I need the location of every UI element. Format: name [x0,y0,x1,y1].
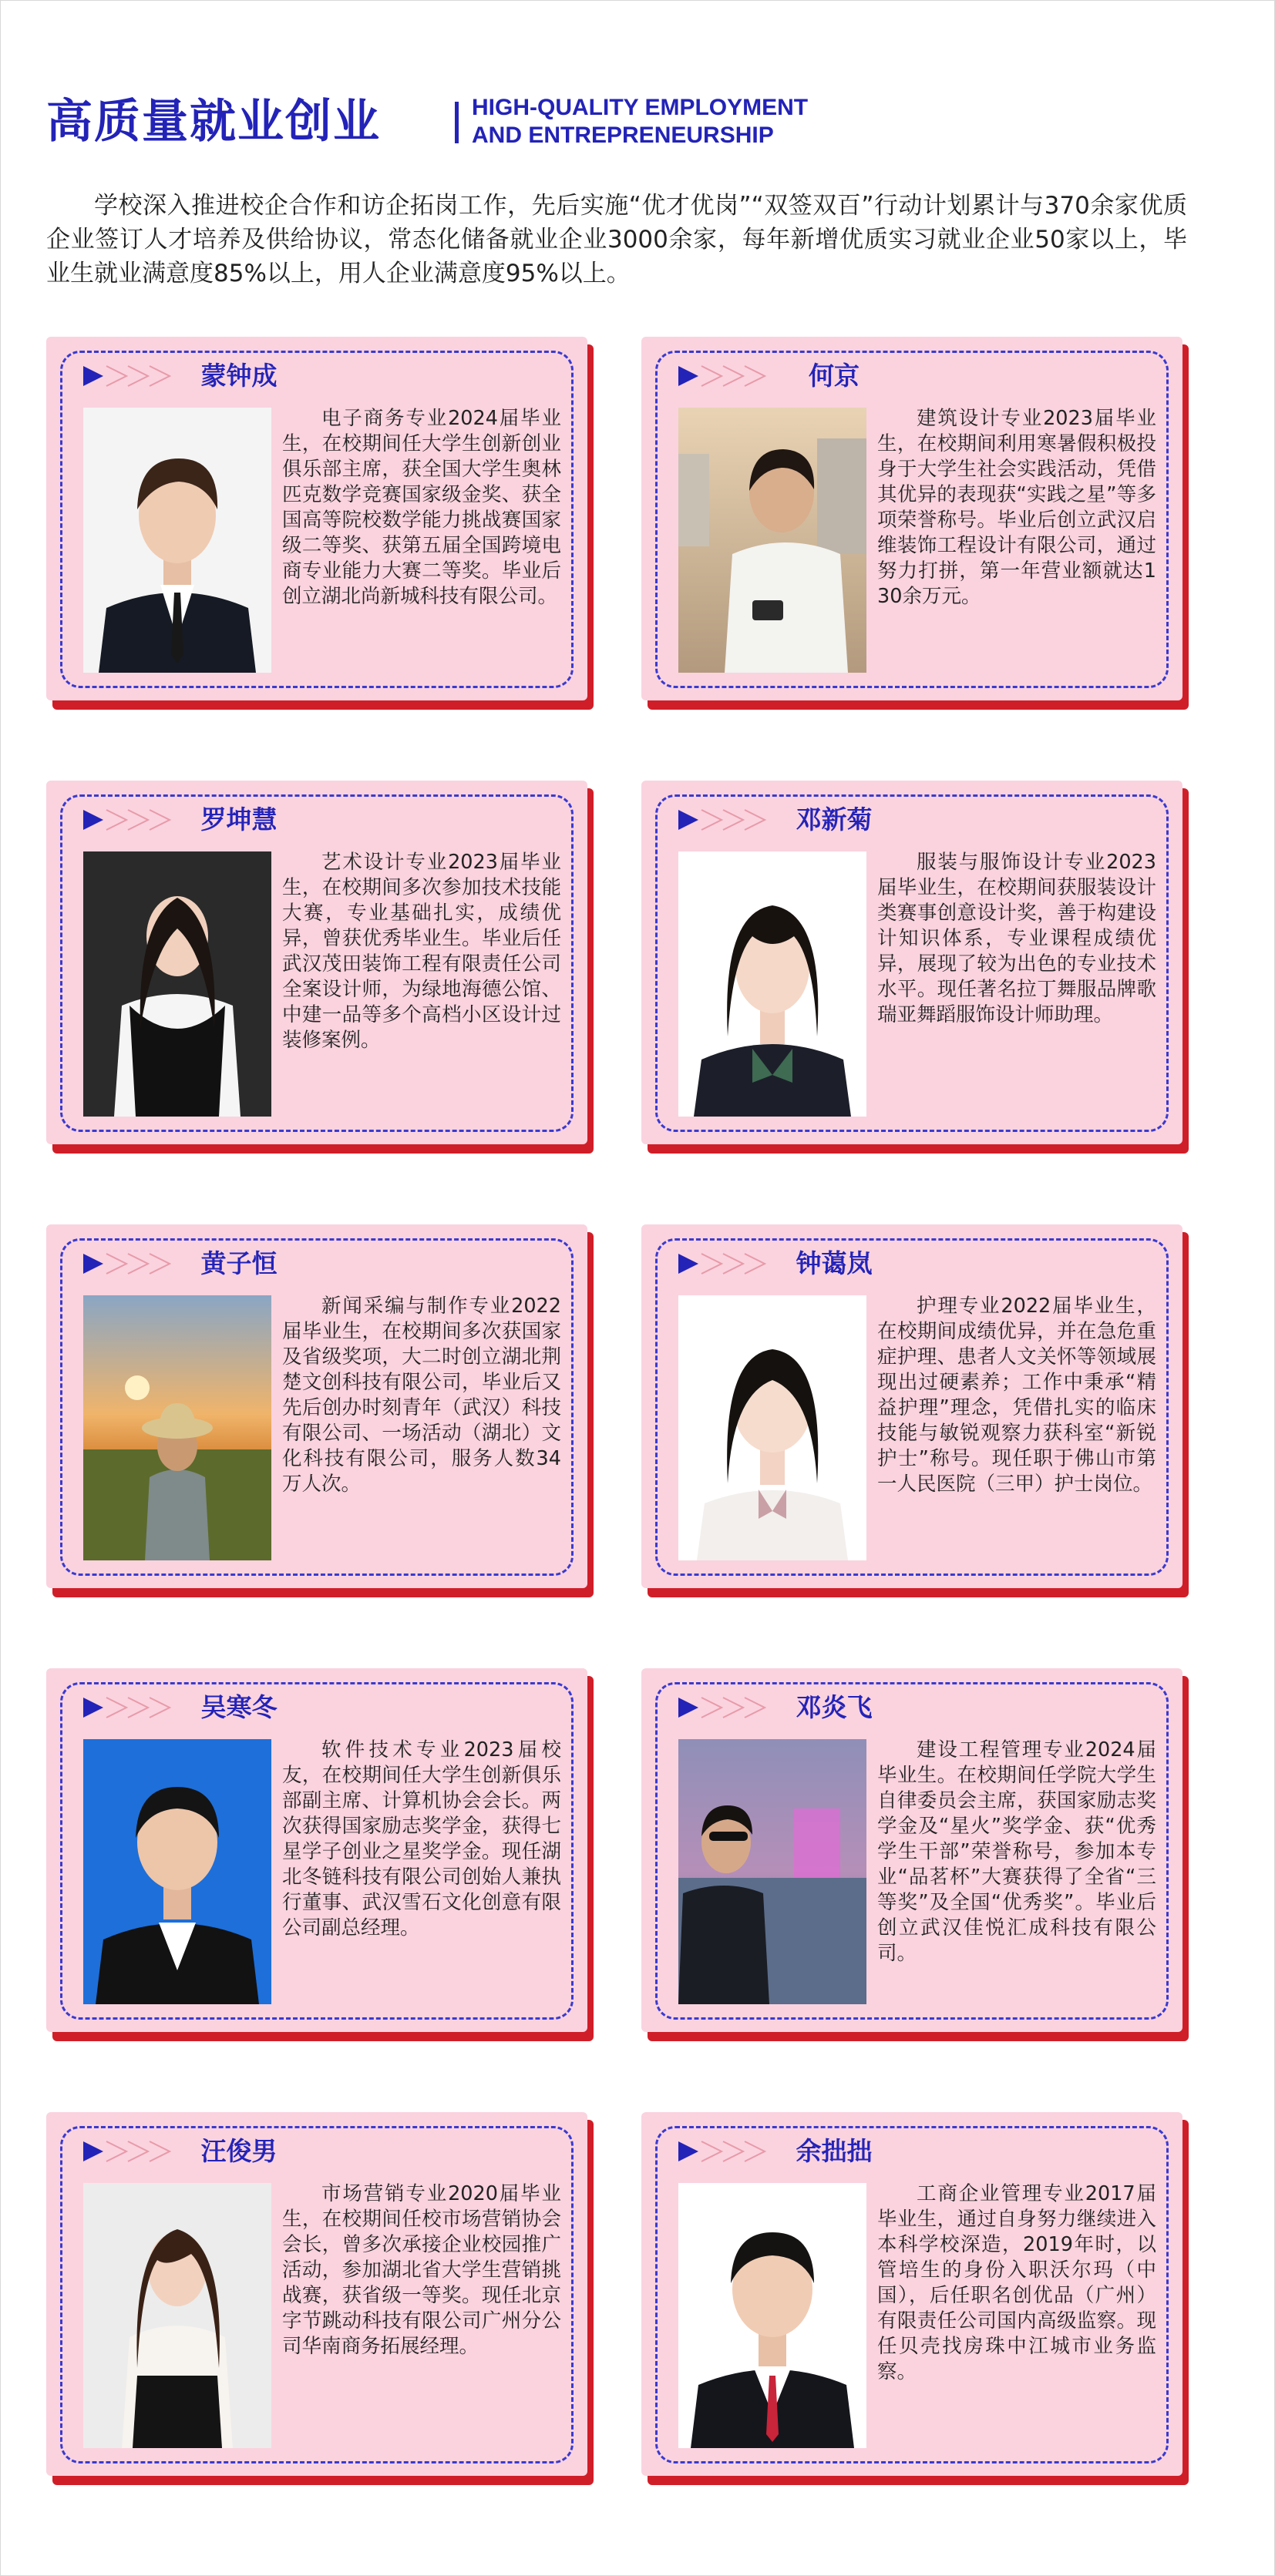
intro-paragraph: 学校深入推进校企合作和访企拓岗工作，先后实施“优才优岗”“双签双百”行动计划累计与370余家优质企业签订人才培养及供给协议，常态化储备就业企业3000余家，每年新增优质实习就业企业50家以上，毕业生就业满意度85%以上，用人企业满意度95%以上。 [46,192,1187,287]
profile-card [641,1224,1186,1593]
person-photo [83,1295,271,1560]
card-body [641,1668,1182,2032]
person-description: 服装与服饰设计专业2023届毕业生，在校期间获服装设计类赛事创意设计奖，善于构建设计知识体系，专业课程成绩优异，展现了较为出色的专业技术水平。现任著名拉丁舞服品牌歌瑞亚舞蹈服饰设计师助理。 [877,851,1156,1026]
person-name: 邓新菊 [796,804,873,835]
page-title: 高质量就业创业 [46,95,381,149]
person-photo [83,1739,271,2004]
person-name: 邓炎飞 [796,1692,873,1722]
person-photo [83,408,271,673]
card-body [46,781,587,1144]
person-photo [678,408,866,673]
profile-card [46,2112,590,2480]
person-name: 黄子恒 [200,1248,278,1278]
card-body [641,337,1182,700]
person-name: 罗坤慧 [200,804,278,835]
person-name: 蒙钟成 [200,361,278,391]
person-description: 护理专业2022届毕业生，在校期间成绩优异，并在急危重症护理、患者人文关怀等领域展现出过硬素养；工作中秉承“精益护理”理念，凭借扎实的临床技能与敏锐观察力获科室“新锐护士”称号。现任职于佛山市第一人民医院（三甲）护士岗位。 [877,1295,1156,1496]
person-name: 汪俊男 [200,2136,278,2166]
page-subtitle-en [472,94,808,149]
person-photo [83,2183,271,2448]
person-description: 工商企业管理专业2017届毕业生，通过自身努力继续进入本科学校深造，2019年时，以管培生的身份入职沃尔玛（中国），后任职名创优品（广州）有限责任公司国内高级监察。现任贝壳找房珠中江城市业务监察。 [877,2182,1156,2383]
person-name: 何京 [809,361,860,391]
profile-card [641,781,1186,1149]
person-description: 建设工程管理专业2024届毕业生。在校期间任学院大学生自律委员会主席，获国家励志奖学金及“星火”奖学金、获“优秀学生干部”荣誉称号，参加本专业“品茗杯”大赛获得了全省“三等奖”及全国“优秀奖”。毕业后创立武汉佳悦汇成科技有限公司。 [877,1738,1156,1965]
title-divider [455,102,459,143]
person-photo [678,1295,866,1560]
person-description: 建筑设计专业2023届毕业生，在校期间利用寒暑假积极投身于大学生社会实践活动，凭借其优异的表现获“实践之星”等多项荣誉称号。毕业后创立武汉启维装饰工程设计有限公司，通过努力打拼，第一年营业额就达130余万元。 [877,407,1156,608]
card-body [46,337,587,700]
profile-card [641,1668,1186,2037]
person-description: 市场营销专业2020届毕业生，在校期间任校市场营销协会会长，曾多次承接企业校园推广活动，参加湖北省大学生营销挑战赛，获省级一等奖。现任北京字节跳动科技有限公司广州分公司华南商务拓展经理。 [282,2182,561,2358]
profile-card [641,2112,1186,2480]
profile-card [46,781,590,1149]
person-name: 钟蔼岚 [796,1248,873,1278]
card-body [641,2112,1182,2476]
person-description: 软件技术专业2023届校友，在校期间任大学生创新俱乐部副主席、计算机协会会长。两次获得国家励志奖学金，获得七星学子创业之星奖学金。现任湖北冬链科技有限公司创始人兼执行董事、武汉雪石文化创意有限公司副总经理。 [282,1738,561,1940]
card-body [46,2112,587,2476]
person-name: 余拙拙 [796,2136,873,2166]
profile-card [46,1224,590,1593]
person-description: 艺术设计专业2023届毕业生，在校期间多次参加技术技能大赛，专业基础扎实，成绩优异，曾获优秀毕业生。毕业后任武汉茂田装饰工程有限责任公司全案设计师，为绿地海德公馆、中建一品等多个高档小区设计过装修案例。 [282,851,561,1052]
subtitle-line-1: HIGH-QUALITY EMPLOYMENT [472,95,809,120]
profile-card [46,337,590,705]
card-body [46,1668,587,2032]
person-photo [678,2183,866,2448]
person-name: 吴寒冬 [200,1692,278,1722]
person-photo [83,851,271,1117]
card-body [46,1224,587,1588]
profile-card [46,1668,590,2037]
person-description: 新闻采编与制作专业2022届毕业生，在校期间多次获国家及省级奖项，大二时创立湖北荆楚文创科技有限公司，毕业后又先后创办时刻青年（武汉）科技有限公司、一场活动（湖北）文化科技有限公司，服务人数34万人次。 [282,1295,561,1496]
person-photo [678,851,866,1117]
card-body [641,781,1182,1144]
person-photo [678,1739,866,2004]
card-body [641,1224,1182,1588]
profile-card [641,337,1186,705]
subtitle-line-2: AND ENTREPRENEURSHIP [472,123,774,148]
person-description: 电子商务专业2024届毕业生，在校期间任大学生创新创业俱乐部主席，获全国大学生奥林匹克数学竞赛国家级金奖、获全国高等院校数学能力挑战赛国家级二等奖、获第五届全国跨境电商专业能力大赛二等奖。毕业后创立湖北尚新城科技有限公司。 [282,407,561,608]
